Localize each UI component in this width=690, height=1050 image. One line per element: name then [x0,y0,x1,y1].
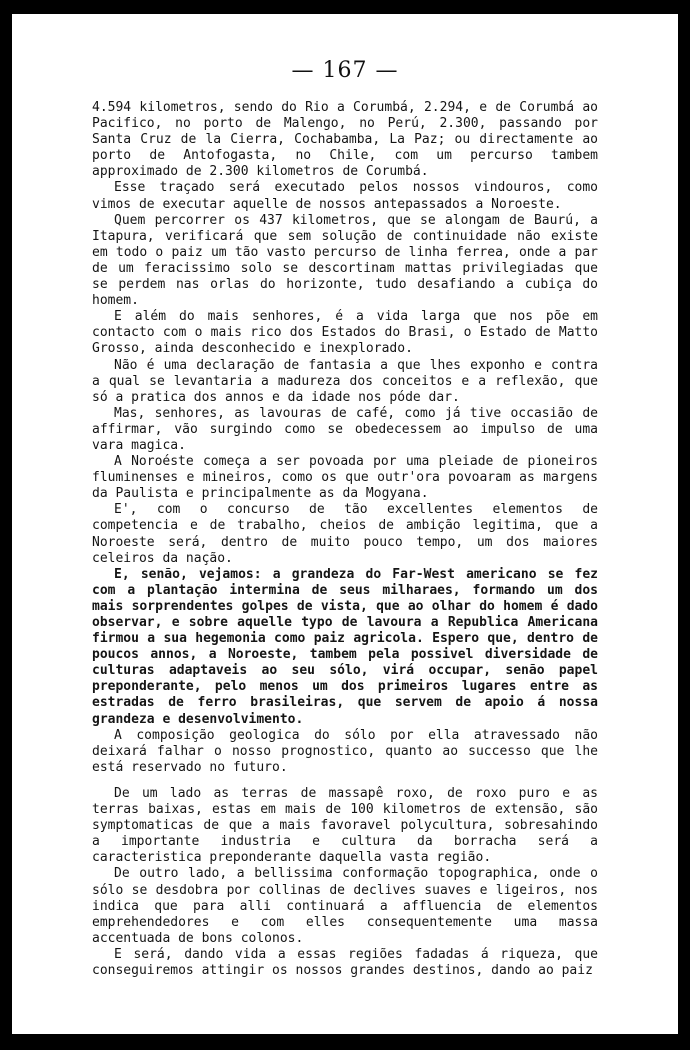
paragraph: De um lado as terras de massapê roxo, de roxo puro e as terras baixas, estas em mais de 100 kilometros de extensão, são symptomaticas de que a mais favoravel polycultura, sobresahindo a importante industria e cultura da borracha será a caracteristica preponderante daquella vasta região. [92,785,598,866]
paragraph: Esse traçado será executado pelos nossos vindouros, como vimos de executar aquelle de nossos antepassados a Noroeste. [92,180,598,212]
paragraph: 4.594 kilometros, sendo do Rio a Corumbá, 2.294, e de Corumbá ao Pacifico, no porto de Malengo, no Perú, 2.300, passando por Santa Cruz de la Cierra, Cochabamba, La Paz; ou directamente ao porto de Antofogasta, no Chile, com um percurso tambem approximado de 2.300 kilometros de Corumbá. [92,100,598,180]
paragraph: E', com o concurso de tão excellentes elementos de competencia e de trabalho, cheios de ambição legitima, que a Noroeste será, dentro de muito pouco tempo, um dos maiores celeiros da nação. [92,502,598,566]
paragraph: A Noroéste começa a ser povoada por uma pleiade de pioneiros fluminenses e mineiros, como os que outr'ora povoaram as margens da Paulista e principalmente as da Mogyana. [92,454,598,502]
paragraph: E será, dando vida a essas regiões fadadas á riqueza, que conseguiremos attingir os nossos grandes destinos, dando ao paiz [92,946,598,978]
paragraph: E além do mais senhores, é a vida larga que nos põe em contacto com o mais rico dos Estados do Brasi, o Estado de Matto Grosso, ainda desconhecido e inexplorado. [92,309,598,357]
paragraph: Não é uma declaração de fantasia a que lhes exponho e contra a qual se levantaria a madureza dos conceitos e a reflexão, que só a pratica dos annos e da idade nos póde dar. [92,357,598,405]
paragraph: Mas, senhores, as lavouras de café, como já tive occasião de affirmar, vão surgindo como se obedecessem ao impulso de uma vara magica. [92,405,598,453]
paragraph: E, senão, vejamos: a grandeza do Far-West americano se fez com a plantação intermina de seus milharaes, formando um dos mais sorprendentes golpes de vista, que ao olhar do homem é dado observar, e sobre aquelle typo de lavoura a Republica Americana firmou a sua hegemonia como paiz agricola. Espero que, dentro de poucos annos, a Noroeste, tambem pela possivel diversidade de culturas adaptaveis ao seu sólo, virá occupar, senão papel preponderante, pelo menos um dos primeiros lugares entre as estradas de ferro brasileiras, que servem de apoio á nossa grandeza e desenvolvimento. [92,566,598,727]
paragraph: A composição geologica do sólo por ella atravessado não deixará falhar o nosso prognostico, quanto ao successo que lhe está reservado no futuro. [92,727,598,775]
paragraph: De outro lado, a bellissima conformação topographica, onde o sólo se desdobra por collinas de declives suaves e ligeiros, nos indica que para alli continuará a affluencia de elementos emprehendedores e com elles consequentemente uma massa accentuada de bons colonos. [92,866,598,946]
book-page [12,14,678,1034]
body-text [92,100,598,979]
paragraph: Quem percorrer os 437 kilometros, que se alongam de Baurú, a Itapura, verificará que sem solução de continuidade não existe em todo o paiz um tão vasto percurso de linha ferrea, onde a par de um feracissimo solo se descortinam mattas privilegiadas que se perdem nas orlas do horizonte, tudo desafiando a cubiça do homem. [92,212,598,309]
page-number: — 167 — [291,58,399,83]
